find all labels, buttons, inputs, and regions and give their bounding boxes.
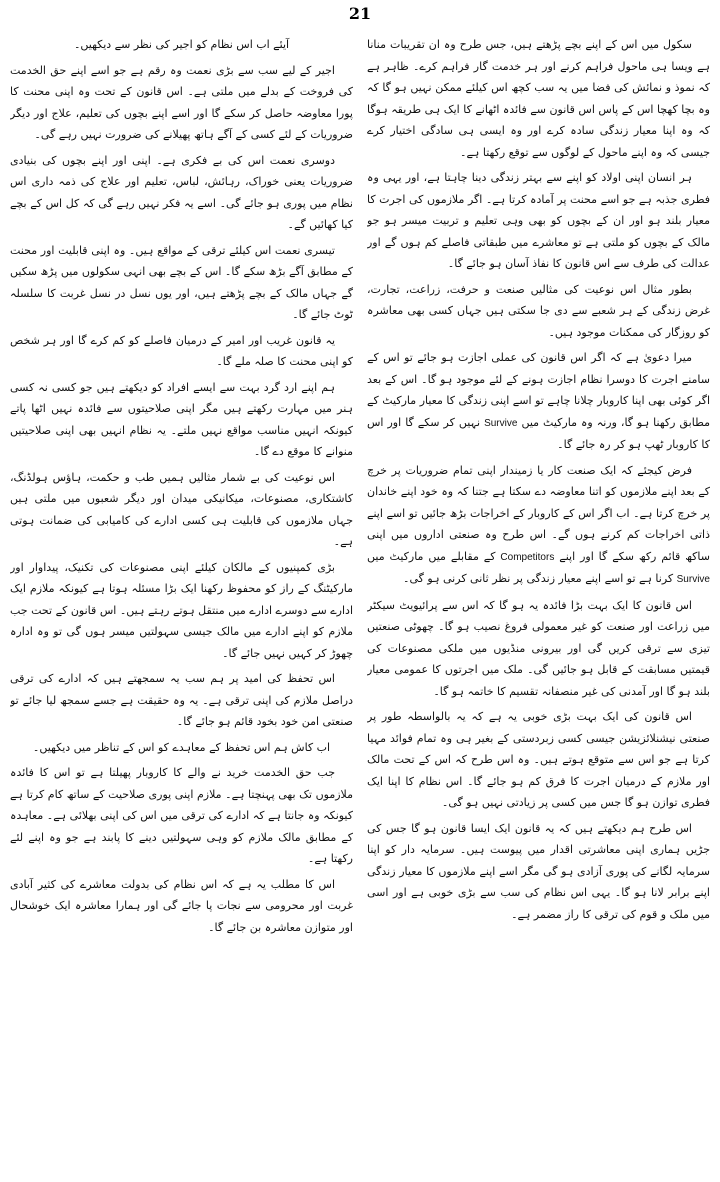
- paragraph-text: میرا دعویٰ ہے کہ اگر اس قانون کی عملی اجازت ہو جائے تو اس کے سامنے اجرت کا دوسرا نظام اجازت ہونے کے لئے موجود ہو گا۔ اس کے بعد اگر کوئی بھی اپنا کاروبار چلانا چاہے تو اسے اپنی زندگی کا معیار مارکیٹ کے مطابق رکھنا ہو گا، ورنہ وہ مارکیٹ میں: [367, 351, 710, 429]
- paragraph: ہر انسان اپنی اولاد کو اپنے سے بہتر زندگی دینا چاہتا ہے، اور یہی وہ فطری جذبہ ہے جو اسے محنت پر آمادہ کرتا ہے۔ اگر ملازموں کی اجرت کا معیار بلند ہو اور ان کے بچوں کو بھی وہی تعلیم و تربیت میسر ہو جو مالک کے بچوں کو ملتی ہے تو معاشرے میں طبقاتی فاصلے کم ہوں گے اور عدالت کی طرف سے اس قانون کا نفاذ آسان ہو جائے گا۔: [367, 171, 710, 270]
- paragraph: اس طرح ہم دیکھتے ہیں کہ یہ قانون ایک ایسا قانون ہو گا جس کی جڑیں ہماری اپنی معاشرتی اقدار میں پیوست ہیں۔ سرمایہ دار کو اپنا سرمایہ لگانے کی پوری آزادی ہو گی مگر اسے اپنے ملازموں کا معیار زندگی اپنے برابر لانا ہو گا۔ یہی اس نظام کی سب سے بڑی خوبی ہے اور اسی میں ملک و قوم کی ترقی کا راز مضمر ہے۔: [367, 821, 710, 921]
- section-intro: اب کاش ہم اس تحفظ کے معاہدے کو اس کے تناظر میں دیکھیں۔: [32, 740, 331, 754]
- paragraph: اس قانون کی ایک بہت بڑی خوبی یہ ہے کہ یہ بالواسطہ طور پر صنعتی نیشنلائزیشن جیسی کسی زبردستی کے بغیر ہی وہ تمام فوائد مہیا کرتا ہے جو اس سے متوقع ہوتے ہیں۔ وہ اس طرح کہ اس کے تحت مالک اور ملازم کے درمیان اجرت کا فرق کم ہو جائے گا۔ اس نظام کا اپنا ایک فطری توازن ہو گا جس میں کسی پر زیادتی نہیں ہو گی۔: [367, 710, 710, 809]
- paragraph: اس تحفظ کی امید پر ہم سب یہ سمجھتے ہیں کہ ادارے کی ترقی دراصل ملازم کی اپنی ترقی ہے۔ یہ وہ حقیقت ہے جسے سمجھ لیا جائے تو صنعتی امن خود بخود قائم ہو جائے گا۔: [10, 672, 353, 728]
- right-column: [367, 34, 710, 1174]
- paragraph: سکول میں اس کے اپنے بچے پڑھتے ہیں، جس طرح وہ ان تقریبات منانا ہے ویسا ہی ماحول فراہم کرنے اور ہر خدمت گار فراہم کرے۔ ظاہر ہے کہ نموذ و نمائش کی فضا میں یہ سب کچھ اس کیلئے ممکن نہیں ہو گا کہ وہ بچا کھچا اس کے پاس اس قانون سے فائدہ اٹھانے کا ایک ہی طریقہ ہوگا کہ وہ اپنا معیار زندگی سادہ کرے اور وہ ایسی ہی سادگی اختیار کرے جیسی کہ وہ اپنے ماحول کے لوگوں سے توقع رکھتا ہے۔: [367, 38, 710, 159]
- english-term: Survive: [484, 417, 518, 429]
- paragraph-text: نہیں کر سکے گا اور اس کا کاروبار ٹھپ ہو کر رہ جائے گا۔: [367, 415, 710, 451]
- paragraph: اس نوعیت کی بے شمار مثالیں ہمیں طب و حکمت، ہاؤس ہولڈنگ، کاشتکاری، مصنوعات، میکانیکی میدان اور دیگر شعبوں میں ملتی ہیں جہاں ملازموں کی قابلیت ہی کسی ادارے کی کامیابی کی ضمانت ہوتی ہے۔: [10, 470, 353, 548]
- english-term: Survive: [676, 574, 710, 585]
- text-columns: [10, 34, 710, 1174]
- paragraph-text: کرنا ہے تو اسے اپنے معیار زندگی پر نظر ثانی کرنی ہو گی۔: [403, 572, 674, 585]
- paragraph: یہ قانون غریب اور امیر کے درمیان فاصلے کو کم کرے گا اور ہر شخص کو اپنی محنت کا صلہ ملے گا۔: [10, 333, 353, 368]
- paragraph-text: کے مقابلے میں مارکیٹ میں: [367, 549, 496, 563]
- paragraph-text: فرض کیجئے کہ ایک صنعت کار یا زمیندار اپنی تمام ضروریات پر خرچ کے بعد اپنے ملازموں کو اتنا معاوضہ دے سکتا ہے جتنا کہ وہ خود اپنے خاندان پر خرچ کرتا ہے۔ اب اگر اس کے کاروبار کے اخراجات بڑھ جائیں تو اسے اپنے ذاتی اخراجات کم کرنے ہوں گے۔ اس طرح وہ صنعتی اداروں میں اپنی ساکھ قائم رکھ سکے گا اور اپنے: [367, 463, 710, 563]
- paragraph: ہم اپنے ارد گرد بہت سے ایسے افراد کو دیکھتے ہیں جو کسی نہ کسی ہنر میں مہارت رکھتے ہیں مگر اپنی صلاحیتوں سے فائدہ نہیں اٹھا پاتے کیونکہ انہیں مناسب مواقع نہیں ملتے۔ یہ نظام انہیں بھی اپنی صلاحیتیں منوانے کا موقع دے گا۔: [10, 380, 353, 458]
- paragraph: اجیر کے لیے سب سے بڑی نعمت وہ رقم ہے جو اسے اپنے حق الخدمت کی فروخت کے بدلے میں ملتی ہے۔ اس قانون کے تحت وہ اپنی محنت کا پورا معاوضہ حاصل کر سکے گا اور اسے اپنے بچوں کی تعلیم، علاج اور دیگر ضروریات کے لئے کسی کے آگے ہاتھ پھیلانے کی ضرورت نہیں رہے گی۔: [10, 63, 353, 141]
- paragraph: جب حق الخدمت خرید نے والے کا کاروبار پھیلتا ہے تو اس کا فائدہ ملازموں تک بھی پہنچتا ہے۔ ملازم اپنی پوری صلاحیت کے ساتھ کام کرتا ہے کیونکہ وہ جانتا ہے کہ ادارے کی ترقی میں اس کی اپنی بھلائی ہے۔ معاہدہ کے مطابق مالک ملازم کو وہی سہولتیں دینے کا پابند ہے جو وہ اپنے لئے رکھتا ہے۔: [10, 766, 353, 865]
- paragraph: اس قانون کا ایک بہت بڑا فائدہ یہ ہو گا کہ اس سے پرائیویٹ سیکٹر میں زراعت اور صنعت کو غیر معمولی فروغ نصیب ہو گا۔ چھوٹی صنعتیں تیزی سے ترقی کریں گی اور بیرونی منڈیوں میں ملکی مصنوعات کی قیمتیں مسابقت کے قابل ہو جائیں گی۔ ملک میں اجرتوں کا عمومی معیار بلند ہو گا اور آمدنی کی غیر منصفانہ تقسیم کا خاتمہ ہو گا۔: [367, 598, 710, 698]
- left-column: [10, 34, 353, 1174]
- paragraph: بطور مثال اس نوعیت کی مثالیں صنعت و حرفت، زراعت، تجارت، غرض زندگی کے ہر شعبے سے دی جا سکتی ہیں جہاں کسی بھی معاشرہ کو روزگار کی ممکنات موجود ہیں۔: [367, 282, 710, 339]
- paragraph: بڑی کمپنیوں کے مالکان کیلئے اپنی مصنوعات کی تکنیک، پیداوار اور مارکیٹنگ کے راز کو محفوظ رکھنا ایک بڑا مسئلہ ہوتا ہے کیونکہ ملازم ایک ادارے سے دوسرے ادارے میں منتقل ہوتے رہتے ہیں۔ اس قانون کے تحت جب ملازم کو اپنے ادارے میں مالک جیسی سہولتیں میسر ہوں گی تو وہ ادارہ چھوڑ کر کہیں نہیں جائے گا۔: [10, 560, 353, 660]
- paragraph: اس کا مطلب یہ ہے کہ اس نظام کی بدولت معاشرے کی کثیر آبادی غربت اور محرومی سے نجات پا جائے گی اور ہمارا معاشرہ ایک خوشحال اور متوازن معاشرہ بن جائے گا۔: [10, 877, 353, 934]
- english-term: Competitors: [500, 551, 555, 563]
- paragraph: [367, 460, 710, 591]
- section-intro: آیئے اب اس نظام کو اجیر کی نظر سے دیکھیں۔: [73, 38, 290, 51]
- paragraph: [367, 347, 710, 456]
- paragraph: دوسری نعمت اس کی بے فکری ہے۔ اپنی اور اپنے بچوں کی بنیادی ضروریات یعنی خوراک، رہائش، لباس، تعلیم اور علاج کی ذمہ داری اس نظام میں پوری ہو جائے گی۔ اسے یہ فکر نہیں رہے گی کہ کل اس کے بچے کیا کھائیں گے۔: [10, 153, 353, 231]
- paragraph: تیسری نعمت اس کیلئے ترقی کے مواقع ہیں۔ وہ اپنی قابلیت اور محنت کے مطابق آگے بڑھ سکے گا۔ اس کے بچے بھی انہی سکولوں میں پڑھ سکیں گے جہاں مالک کے بچے پڑھتے ہیں، اور یوں نسل در نسل غربت کا سلسلہ ٹوٹ جائے گا۔: [10, 243, 353, 321]
- page-number: 21: [348, 4, 372, 23]
